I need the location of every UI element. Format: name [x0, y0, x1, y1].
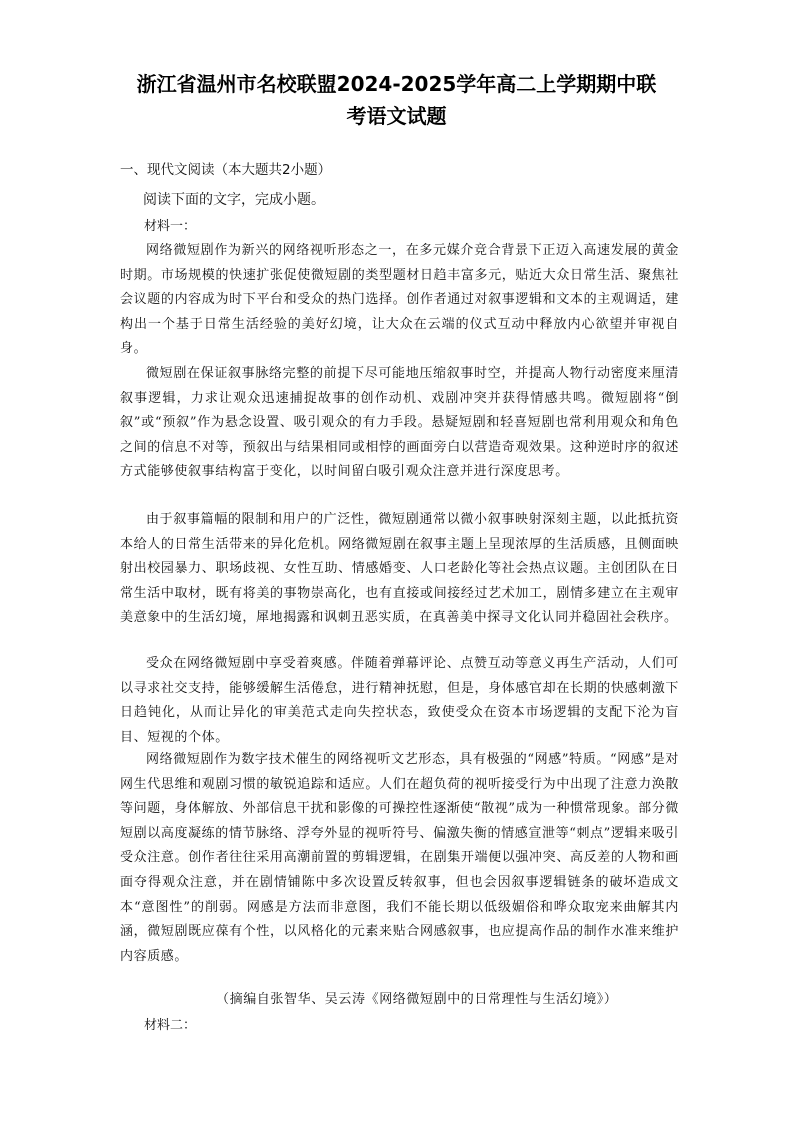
material-1-paragraph-3: 由于叙事篇幅的限制和用户的广泛性，微短剧通常以微小叙事映射深刻主题，以此抵抗资本给人的日常生活带来的异化危机。网络微短剧在叙事主题上呈现浓厚的生活质感，且侧面映射出校园暴力、职场歧视、女性互助、情感婚变、人口老龄化等社会热点议题。主创团队在日常生活中取材，既有将美的事物崇高化，也有直接或间接经过艺术加工，剧情多建立在主观审美意象中的生活幻境，犀地揭露和讽刺丑恶实质，在真善美中探寻文化认同并稳固社会秩序。	[120, 512, 679, 626]
material-1-label: 材料一：	[144, 219, 197, 234]
reading-instruction: 阅读下面的文字，完成小题。	[143, 192, 325, 208]
section-heading: 一、现代文阅读（本大题共2小题）	[120, 162, 332, 178]
title-line-2: 考语文试题	[346, 104, 447, 128]
material-1-paragraph-1: 网络微短剧作为新兴的网络视听形态之一，在多元媒介竞合背景下正迈入高速发展的黄金时期。市场规模的快速扩张促使微短剧的类型题材日趋丰富多元，贴近大众日常生活、聚焦社会议题的内容成为时下平台和受众的热门选择。创作者通过对叙事逻辑和文本的主观调适，建构出一个基于日常生活经验的美好幻境，让大众在云端的仪式互动中释放内心欲望并审视自身。	[120, 243, 679, 357]
document-title	[100, 68, 693, 132]
material-1-source: （摘编自张智华、吴云涛《网络微短剧中的日常理性与生活幻境》）	[216, 992, 618, 1007]
material-1-paragraph-5: 网络微短剧作为数字技术催生的网络视听文艺形态，具有极强的“网感”特质。“网感”是对网生代思维和观剧习惯的敏锐追踪和适应。人们在超负荷的视听接受行为中出现了注意力涣散等问题，身体解放、外部信息干扰和影像的可操控性逐渐使“散视”成为一种惯常现象。部分微短剧以高度凝练的情节脉络、浮夸外显的视听符号、偏激失衡的情感宣泄等“刺点”逻辑来吸引受众注意。创作者往往采用高潮前置的剪辑逻辑，在剧集开端便以强冲突、高反差的人物和画面夺得观众注意，并在剧情铺陈中多次设置反转叙事，但也会因叙事逻辑链条的破坏造成文本“意图性”的削弱。网感是方法而非意图，我们不能长期以低级媚俗和哗众取宠来曲解其内涵，微短剧既应葆有个性，以风格化的元素来贴合网感叙事，也应提高作品的制作水准来维护内容质感。	[120, 752, 679, 964]
material-1-paragraph-4: 受众在网络微短剧中享受着爽感。伴随着弹幕评论、点赞互动等意义再生产活动，人们可以寻求社交支持，能够缓解生活倦怠，进行精神抚慰，但是，身体感官却在长期的快感刺激下日趋钝化，从而让异化的审美范式走向失控状态，致使受众在资本市场逻辑的支配下沦为盲目、短视的个体。	[120, 656, 679, 745]
title-line-1: 浙江省温州市名校联盟2024-2025学年高二上学期期中联	[136, 72, 657, 96]
material-1-paragraph-2: 微短剧在保证叙事脉络完整的前提下尽可能地压缩叙事时空，并提高人物行动密度来厘清叙事逻辑，力求让观众迅速捕捉故事的创作动机、戏剧冲突并获得情感共鸣。微短剧将“倒叙”或“预叙”作为悬念设置、吸引观众的有力手段。悬疑短剧和轻喜短剧也常利用观众和角色之间的信息不对等，预叙出与结果相同或相悖的画面旁白以营造奇观效果。这种逆时序的叙述方式能够使叙事结构富于变化，以时间留白吸引观众注意并进行深度思考。	[120, 366, 679, 480]
material-2-label: 材料二：	[144, 1018, 197, 1033]
